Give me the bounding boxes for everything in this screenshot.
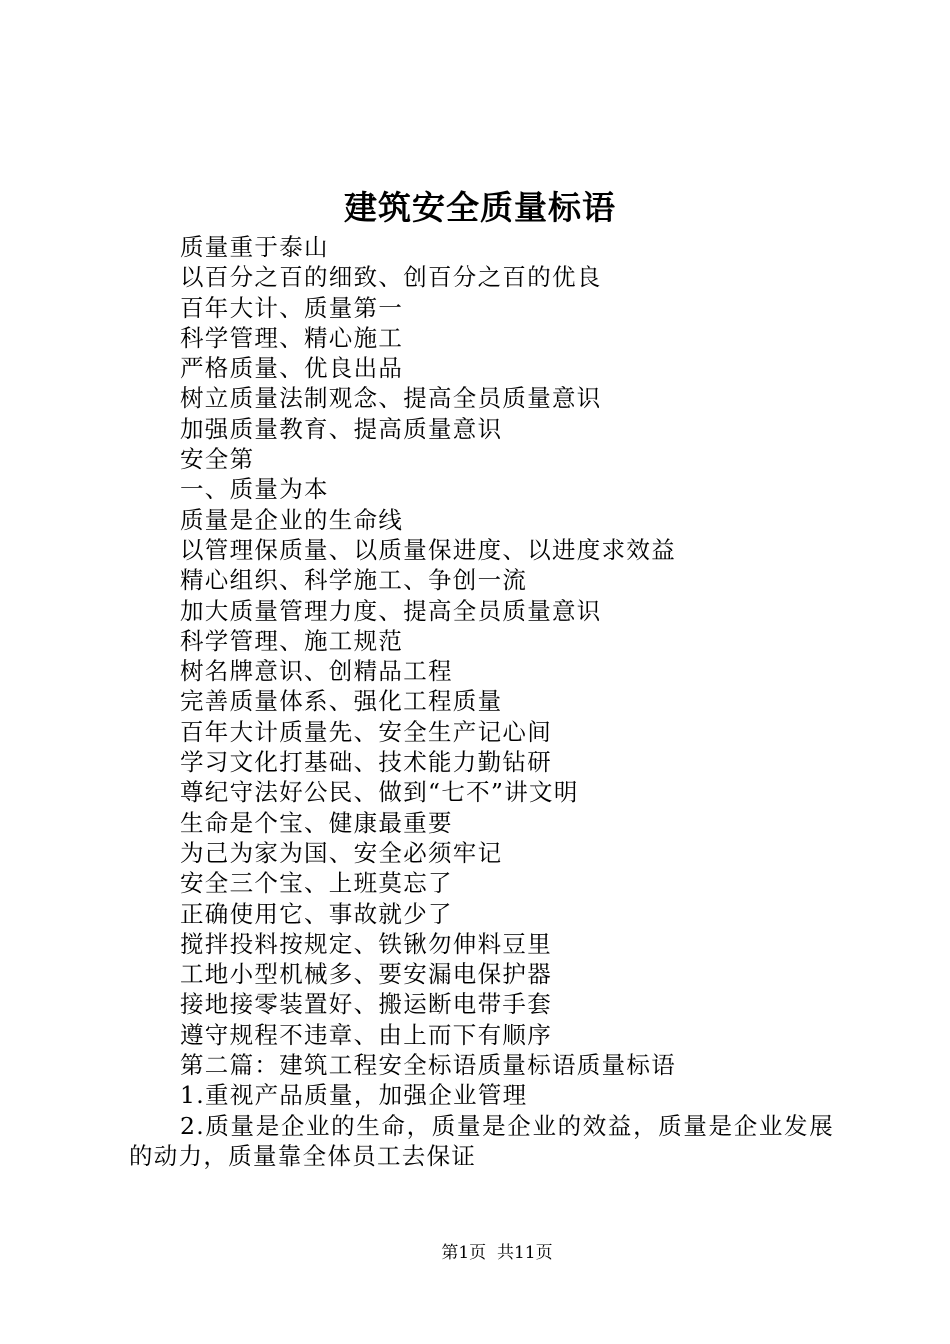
slogan-line: 科学管理、精心施工 <box>180 323 404 352</box>
slogan-line: 正确使用它、事故就少了 <box>180 899 453 928</box>
slogan-line: 完善质量体系、强化工程质量 <box>180 687 503 716</box>
slogan-line: 严格质量、优良出品 <box>180 354 404 383</box>
slogan-line: 质量重于泰山 <box>180 233 329 261</box>
slogan-line: 学习文化打基础、技术能力勤钻研 <box>180 748 552 777</box>
slogan-line: 遵守规程不违章、由上而下有顺序 <box>180 1020 552 1049</box>
slogan-line: 加强质量教育、提高质量意识 <box>180 414 503 443</box>
slogan-line: 质量是企业的生命线 <box>180 505 404 534</box>
slogan-line: 工地小型机械多、要安漏电保护器 <box>180 960 552 989</box>
slogan-line: 接地接零装置好、搬运断电带手套 <box>180 990 552 1019</box>
slogan-line: 安全第 <box>180 445 255 474</box>
slogan-line: 安全三个宝、上班莫忘了 <box>180 869 453 898</box>
slogan-line: 一、质量为本 <box>180 475 329 504</box>
slogan-line: 科学管理、施工规范 <box>180 626 404 655</box>
slogan-line: 精心组织、科学施工、争创一流 <box>180 566 528 595</box>
numbered-item: 1.重视产品质量，加强企业管理 <box>180 1081 528 1110</box>
slogan-line: 搅拌投料按规定、铁锹勿伸料豆里 <box>180 929 552 958</box>
page-footer: 第1页 共11页 <box>441 1243 553 1263</box>
numbered-paragraph: 2.质量是企业的生命，质量是企业的效益，质量是企业发展的动力，质量靠全体员工去保证 <box>129 1111 834 1170</box>
slogan-line: 加大质量管理力度、提高全员质量意识 <box>180 596 602 625</box>
slogan-line: 百年大计质量先、安全生产记心间 <box>180 717 552 746</box>
slogan-line: 百年大计、质量第一 <box>180 293 404 322</box>
slogan-line: 以百分之百的细致、创百分之百的优良 <box>180 263 602 292</box>
slogan-line: 为己为家为国、安全必须牢记 <box>180 838 503 867</box>
document-title: 建筑安全质量标语 <box>344 188 616 227</box>
slogan-line: 树立质量法制观念、提高全员质量意识 <box>180 384 602 413</box>
slogan-line: 树名牌意识、创精品工程 <box>180 657 453 686</box>
slogan-line: 以管理保质量、以质量保进度、以进度求效益 <box>180 535 676 564</box>
slogan-line: 生命是个宝、健康最重要 <box>180 808 453 837</box>
slogan-line: 尊纪守法好公民、做到“七不”讲文明 <box>180 778 579 807</box>
section-heading: 第二篇：建筑工程安全标语质量标语质量标语 <box>180 1051 676 1080</box>
document-body <box>129 232 834 1171</box>
